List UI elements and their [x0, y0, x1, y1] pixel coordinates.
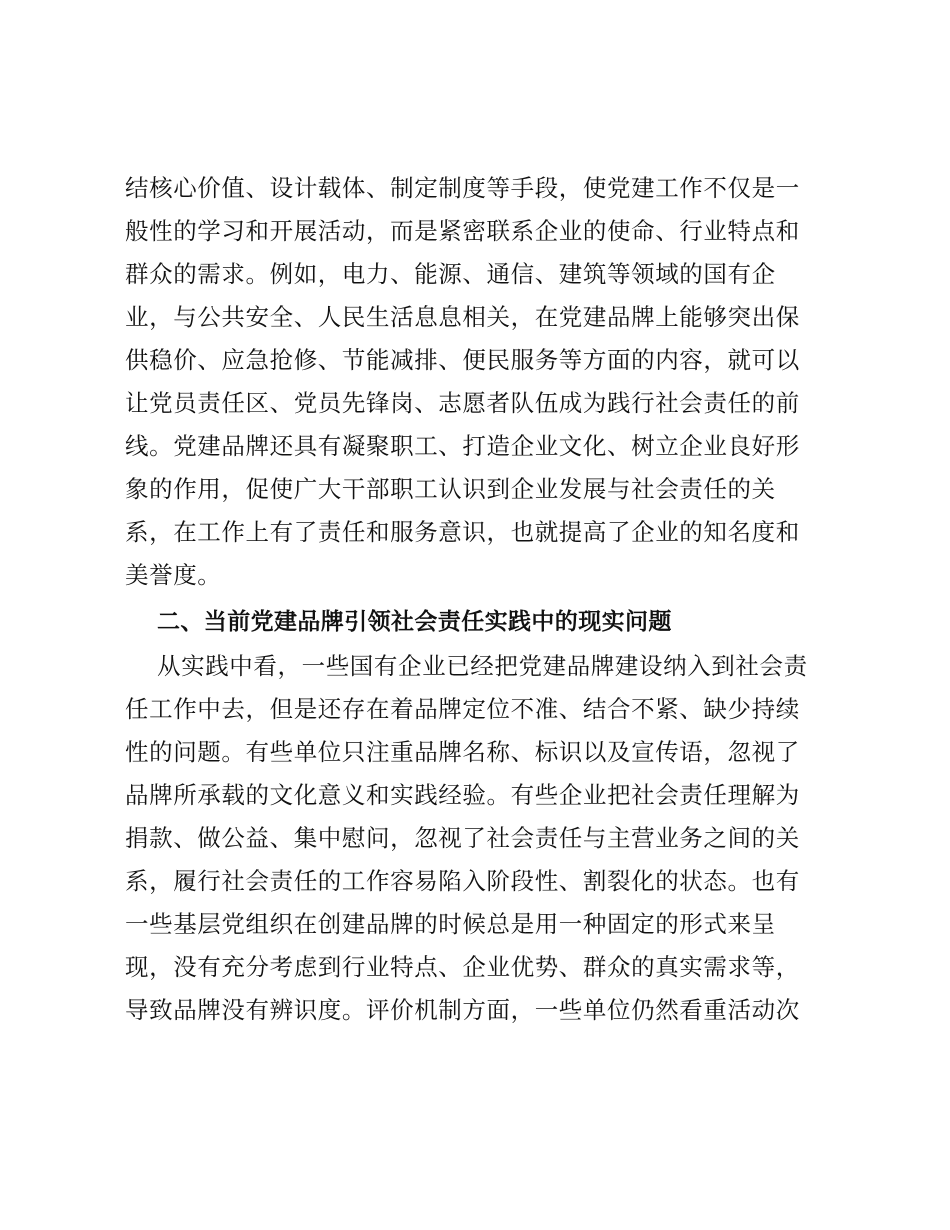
paragraph-2-line-4: 品牌所承载的文化意义和实践经验。有些企业把社会责任理解为 [125, 781, 800, 809]
paragraph-1-line-2: 般性的学习和开展活动，而是紧密联系企业的使命、行业特点和 [125, 217, 800, 245]
section-heading: 二、当前党建品牌引领社会责任实践中的现实问题 [157, 609, 672, 635]
paragraph-2-line-8: 现，没有充分考虑到行业特点、企业优势、群众的真实需求等， [125, 953, 800, 981]
paragraph-1-line-1: 结核心价值、设计载体、制定制度等手段，使党建工作不仅是一 [125, 174, 800, 202]
paragraph-1-line-6: 让党员责任区、党员先锋岗、志愿者队伍成为践行社会责任的前 [125, 389, 800, 417]
paragraph-2-line-9: 导致品牌没有辨识度。评价机制方面，一些单位仍然看重活动次 [125, 996, 800, 1024]
paragraph-1-line-8: 象的作用，促使广大干部职工认识到企业发展与社会责任的关 [125, 475, 776, 503]
paragraph-1-line-9: 系，在工作上有了责任和服务意识，也就提高了企业的知名度和 [125, 518, 800, 546]
paragraph-1-line-5: 供稳价、应急抢修、节能减排、便民服务等方面的内容，就可以 [125, 346, 800, 374]
paragraph-1-line-7: 线。党建品牌还具有凝聚职工、打造企业文化、树立企业良好形 [125, 432, 800, 460]
paragraph-1-line-3: 群众的需求。例如，电力、能源、通信、建筑等领域的国有企 [125, 260, 776, 288]
paragraph-2-line-5: 捐款、做公益、集中慰问，忽视了社会责任与主营业务之间的关 [125, 824, 800, 852]
paragraph-1-line-4: 业，与公共安全、人民生活息息相关，在党建品牌上能够突出保 [125, 303, 800, 331]
paragraph-2-line-1: 从实践中看，一些国有企业已经把党建品牌建设纳入到社会责 [157, 652, 808, 680]
paragraph-1-line-10: 美誉度。 [125, 561, 222, 589]
paragraph-2-line-6: 系，履行社会责任的工作容易陷入阶段性、割裂化的状态。也有 [125, 867, 800, 895]
paragraph-2-line-3: 性的问题。有些单位只注重品牌名称、标识以及宣传语，忽视了 [125, 738, 800, 766]
paragraph-2-line-7: 一些基层党组织在创建品牌的时候总是用一种固定的形式来呈 [125, 910, 776, 938]
paragraph-2-line-2: 任工作中去，但是还存在着品牌定位不准、结合不紧、缺少持续 [125, 695, 800, 723]
